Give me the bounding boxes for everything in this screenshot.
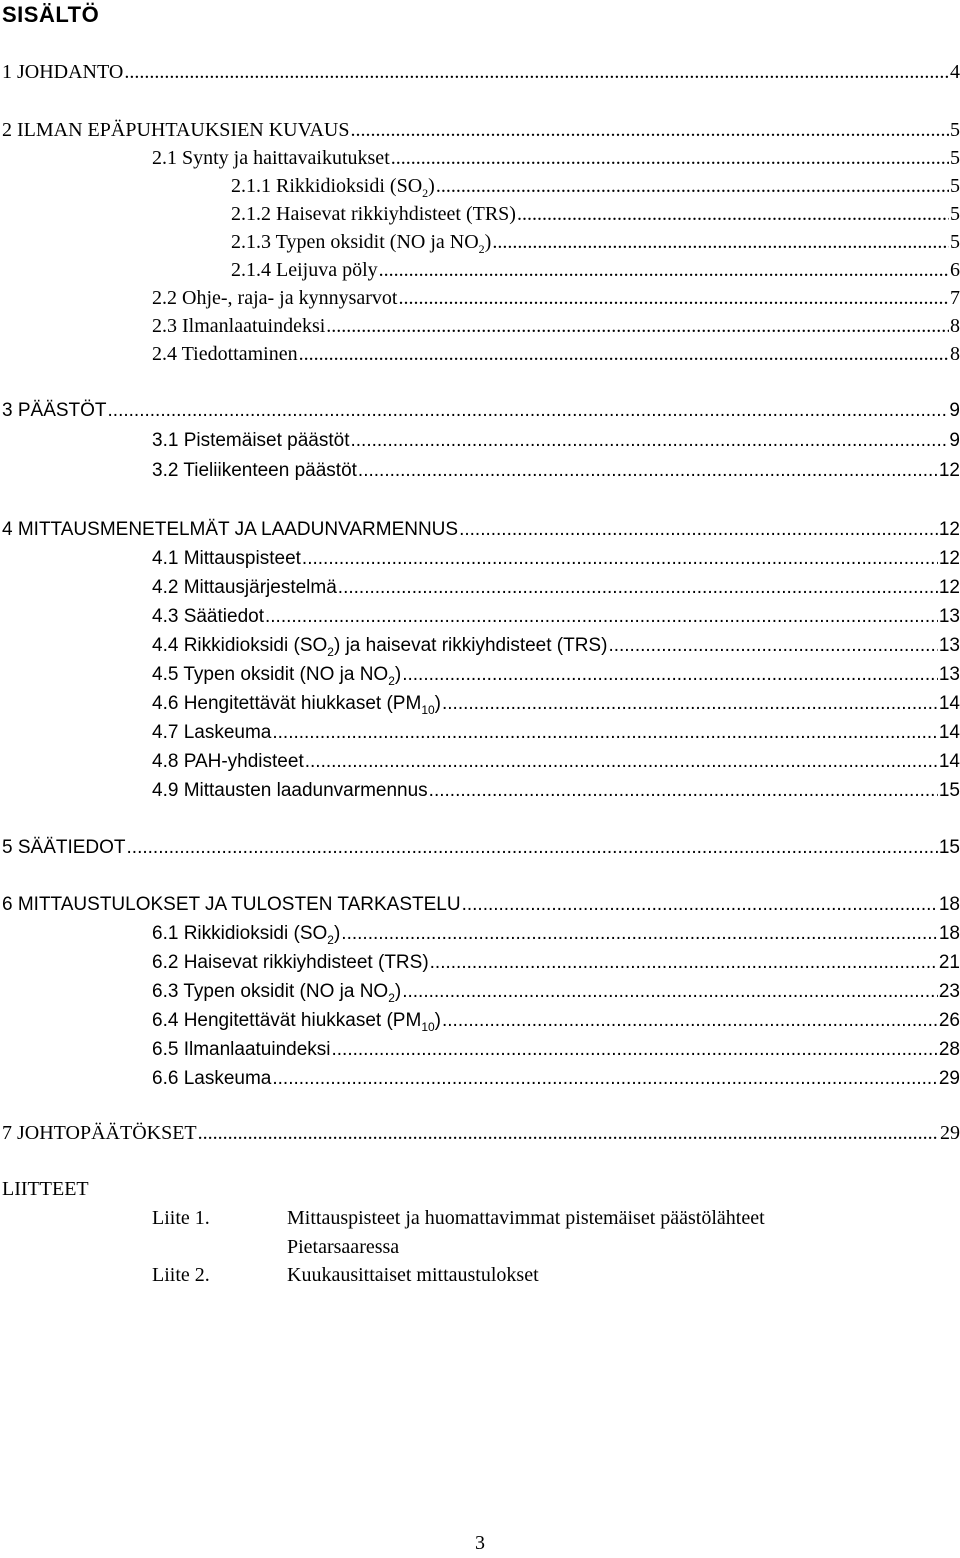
toc-entry-4-2[interactable] (152, 574, 960, 602)
toc-entry-label: 6.5 Ilmanlaatuindeksi (152, 1039, 331, 1060)
toc-entry-label: 2.1.4 Leijuva pöly (231, 259, 378, 281)
toc-leader (608, 632, 937, 660)
toc-leader (198, 1119, 939, 1147)
toc-leader (265, 603, 938, 631)
toc-leader (351, 427, 949, 455)
toc-leader (108, 397, 949, 425)
toc-entry-label: 6.4 Hengitettävät hiukkaset $(PM_{10})$ (152, 1010, 441, 1034)
toc-entry-4-6[interactable] (152, 690, 960, 718)
appendix-id: Liite 1. (152, 1207, 210, 1229)
toc-entry-4-1[interactable] (152, 545, 960, 573)
toc-entry-label: 4.3 Säätiedot (152, 606, 264, 627)
toc-leader (459, 516, 938, 544)
toc-entry-page: 8 (950, 343, 960, 365)
toc-entry-6-1[interactable] (152, 920, 960, 948)
toc-entry-page: 9 (949, 400, 960, 421)
appendix-title: Mittauspisteet ja huomattavimmat pistemäiset päästölähteet (287, 1207, 765, 1229)
toc-entry-4-3[interactable] (152, 603, 960, 631)
toc-entry-6-5[interactable] (152, 1036, 960, 1064)
toc-entry-label: 4 MITTAUSMENETELMÄT JA LAADUNVARMENNUS (2, 519, 459, 540)
toc-entry-3-1[interactable] (152, 427, 960, 455)
toc-entry-page: 5 (950, 147, 960, 169)
toc-entry-label: 4.4 Rikkidioksidi $(SO_2)$ ja haisevat rikkiyhdisteet (TRS) (152, 635, 608, 659)
toc-leader (332, 1036, 938, 1064)
toc-entry-label: 4.5 Typen oksidit (NO ja $NO_2$) (152, 664, 402, 688)
toc-leader (272, 719, 938, 747)
toc-entry-label: 6 MITTAUSTULOKSET JA TULOSTEN TARKASTELU (2, 894, 461, 915)
toc-entry-page: 8 (950, 315, 960, 337)
toc-entry-label: 4.2 Mittausjärjestelmä (152, 577, 337, 598)
toc-entry-page: 5 (950, 175, 960, 197)
appendix-heading: LIITTEET (2, 1178, 89, 1200)
toc-leader (430, 949, 938, 977)
toc-entry-label: 2.2 Ohje-, raja- ja kynnysarvot (152, 287, 398, 309)
toc-entry-4-5[interactable] (152, 661, 960, 689)
toc-entry-4-8[interactable] (152, 748, 960, 776)
toc-leader (351, 116, 950, 144)
toc-leader (326, 312, 949, 340)
toc-entry-label: 6.6 Laskeuma (152, 1068, 272, 1089)
toc-leader (462, 891, 938, 919)
toc-entry-4-4[interactable] (152, 632, 960, 660)
toc-entry-page: 29 (940, 1122, 960, 1144)
toc-entry-3-2[interactable] (152, 457, 960, 485)
appendix-title: Kuukausittaiset mittaustulokset (287, 1264, 539, 1286)
toc-leader (402, 978, 938, 1006)
toc-leader (302, 545, 938, 573)
toc-entry-label: 2.1.3 Typen oksidit (NO ja $NO_2$) (231, 231, 492, 256)
toc-entry-1[interactable] (2, 58, 960, 86)
toc-entry-page: 12 (938, 460, 960, 481)
toc-entry-label: 3.1 Pistemäiset päästöt (152, 430, 350, 451)
toc-entry-label: 4.6 Hengitettävät hiukkaset $(PM_{10})$ (152, 693, 441, 717)
toc-entry-page: 14 (938, 693, 960, 714)
toc-entry-label: 4.7 Laskeuma (152, 722, 272, 743)
toc-leader (398, 284, 949, 312)
toc-entry-page: 9 (949, 430, 960, 451)
toc-entry-2-1-3[interactable] (231, 228, 960, 256)
appendix-title-continued: Pietarsaaressa (287, 1236, 400, 1258)
toc-entry-label: 6.1 Rikkidioksidi $(SO_2)$ (152, 923, 341, 947)
toc-entry-page: 29 (938, 1068, 960, 1089)
toc-entry-6-6[interactable] (152, 1065, 960, 1093)
toc-entry-6-3[interactable] (152, 978, 960, 1006)
toc-entry-label: 6.3 Typen oksidit (NO ja $NO_2$) (152, 981, 402, 1005)
toc-entry-page: 5 (950, 231, 960, 253)
toc-leader (517, 200, 949, 228)
toc-leader (429, 777, 938, 805)
toc-entry-label: 2 ILMAN EPÄPUHTAUKSIEN KUVAUS (2, 119, 350, 141)
toc-entry-2-3[interactable] (152, 312, 960, 340)
toc-leader (272, 1065, 938, 1093)
toc-entry-page: 5 (950, 203, 960, 225)
toc-entry-label: 2.1.2 Haisevat rikkiyhdisteet (TRS) (231, 203, 516, 225)
toc-entry-4[interactable] (2, 516, 960, 544)
toc-entry-label: 4.8 PAH-yhdisteet (152, 751, 304, 772)
toc-entry-page: 28 (938, 1039, 960, 1060)
toc-entry-2-1-2[interactable] (231, 200, 960, 228)
toc-entry-4-9[interactable] (152, 777, 960, 805)
toc-leader (299, 340, 949, 368)
toc-entry-page: 14 (938, 751, 960, 772)
toc-entry-page: 4 (950, 61, 960, 83)
toc-entry-label: 7 JOHTOPÄÄTÖKSET (2, 1122, 197, 1144)
toc-entry-page: 6 (950, 259, 960, 281)
toc-entry-page: 18 (938, 923, 960, 944)
appendix-id: Liite 2. (152, 1264, 210, 1286)
toc-entry-label: 2.4 Tiedottaminen (152, 343, 298, 365)
toc-leader (305, 748, 938, 776)
toc-leader (442, 690, 938, 718)
toc-entry-label: 2.1 Synty ja haittavaikutukset (152, 147, 390, 169)
toc-entry-page: 5 (950, 119, 960, 141)
toc-entry-page: 18 (938, 894, 960, 915)
toc-leader (127, 834, 938, 862)
toc-leader (341, 920, 938, 948)
toc-heading: SISÄLTÖ (2, 2, 100, 27)
toc-entry-label: 6.2 Haisevat rikkiyhdisteet (TRS) (152, 952, 429, 973)
toc-entry-page: 14 (938, 722, 960, 743)
toc-entry-page: 7 (950, 287, 960, 309)
toc-entry-label: 4.1 Mittauspisteet (152, 548, 301, 569)
toc-leader (338, 574, 938, 602)
toc-leader (124, 58, 949, 86)
toc-entry-label: 2.3 Ilmanlaatuindeksi (152, 315, 326, 337)
toc-entry-2-1-1[interactable] (231, 172, 960, 200)
toc-entry-page: 12 (938, 577, 960, 598)
toc-entry-page: 15 (938, 837, 960, 858)
page-number: 3 (475, 1532, 485, 1554)
toc-leader (358, 457, 938, 485)
toc-leader (492, 228, 949, 256)
toc-entry-2[interactable] (2, 116, 960, 144)
toc-entry-page: 21 (938, 952, 960, 973)
toc-entry-label: 3 PÄÄSTÖT (2, 400, 107, 421)
toc-entry-page: 13 (938, 664, 960, 685)
toc-leader (442, 1007, 938, 1035)
toc-leader (402, 661, 938, 689)
toc-entry-page: 12 (938, 519, 960, 540)
toc-entry-page: 13 (938, 606, 960, 627)
toc-entry-6[interactable] (2, 891, 960, 919)
toc-entry-page: 15 (938, 780, 960, 801)
toc-entry-2-1-4[interactable] (231, 256, 960, 284)
toc-entry-page: 26 (938, 1010, 960, 1031)
toc-entry-page: 13 (938, 635, 960, 656)
toc-entry-2-2[interactable] (152, 284, 960, 312)
toc-entry-6-2[interactable] (152, 949, 960, 977)
toc-entry-6-4[interactable] (152, 1007, 960, 1035)
toc-leader (436, 172, 949, 200)
toc-entry-label: 4.9 Mittausten laadunvarmennus (152, 780, 428, 801)
toc-entry-3[interactable] (2, 397, 960, 425)
toc-entry-page: 12 (938, 548, 960, 569)
toc-entry-2-1[interactable] (152, 144, 960, 172)
toc-leader (379, 256, 949, 284)
toc-entry-2-4[interactable] (152, 340, 960, 368)
toc-entry-4-7[interactable] (152, 719, 960, 747)
toc-entry-label: 5 SÄÄTIEDOT (2, 837, 126, 858)
toc-entry-7[interactable] (2, 1119, 960, 1147)
toc-entry-label: 3.2 Tieliikenteen päästöt (152, 460, 357, 481)
toc-entry-page: 23 (938, 981, 960, 1002)
toc-leader (391, 144, 949, 172)
toc-entry-5[interactable] (2, 834, 960, 862)
toc-entry-label: 2.1.1 Rikkidioksidi $(SO_2)$ (231, 175, 435, 200)
toc-entry-label: 1 JOHDANTO (2, 61, 124, 83)
